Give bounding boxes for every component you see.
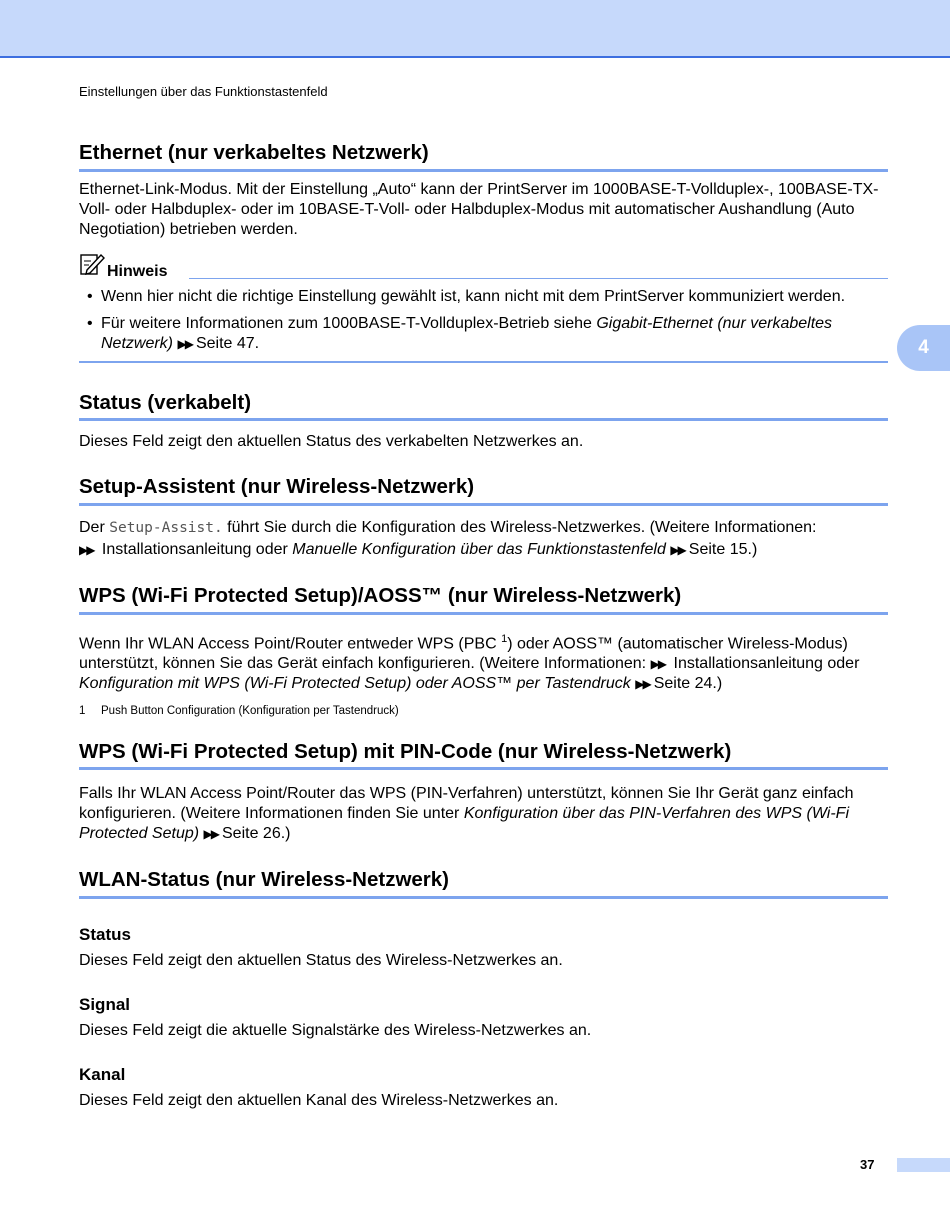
note-title: Hinweis [107, 262, 168, 280]
wps-install-ref: Installationsanleitung oder [673, 654, 860, 672]
setup-text: führt Sie durch die Konfiguration des Wireless-Netzwerkes. (Weitere Informationen: [222, 518, 817, 536]
wlan-status-body: Dieses Feld zeigt den aktuellen Status des Wireless-Netzwerkes an. [79, 952, 563, 970]
wps-text: Wenn Ihr WLAN Access Point/Router entweder WPS (PBC [79, 634, 502, 652]
double-arrow-icon: ▶▶ [177, 336, 192, 351]
chapter-tab: 4 [897, 325, 950, 371]
double-arrow-icon: ▶▶ [79, 542, 94, 557]
status-wired-body: Dieses Feld zeigt den aktuellen Status des verkabelten Netzwerkes an. [79, 433, 584, 451]
setup-link[interactable]: Manuelle Konfiguration über das Funktionstastenfeld [292, 540, 666, 558]
wps-pin-body [79, 784, 888, 844]
section-title-wlan-status: WLAN-Status (nur Wireless-Netzwerk) [79, 867, 888, 899]
note-item-link[interactable]: Gigabit-Ethernet (nur verkabeltes Netzwerk) [101, 314, 833, 352]
ethernet-body: Ethernet-Link-Modus. Mit der Einstellung „Auto“ kann der PrintServer im 1000BASE-T-Vollduplex-, 100BASE-TX-Voll- oder Halbduplex- oder im 10BASE-T-Voll- oder Halbduplex-Modus mit automatischer Aushandlung (Auto Negotiation) betrieben werden. [79, 180, 879, 238]
section-title-ethernet: Ethernet (nur verkabeltes Netzwerk) [79, 140, 888, 172]
double-arrow-icon: ▶▶ [650, 656, 666, 671]
note-item-text: Für weitere Informationen zum 1000BASE-T-Vollduplex-Betrieb siehe [101, 314, 597, 332]
note-pencil-icon [79, 252, 105, 281]
section-ethernet [79, 140, 888, 363]
footnote-ref: 1 [501, 632, 508, 645]
subsection-title-channel: Kanal [79, 1065, 126, 1085]
note-end-rule [79, 361, 888, 363]
section-wps [79, 583, 888, 717]
footnote-text: Push Button Configuration (Konfiguration per Tastendruck) [101, 704, 399, 717]
note-item-page-ref: Seite 47. [195, 334, 260, 352]
section-title-status-wired: Status (verkabelt) [79, 390, 888, 422]
wps-link[interactable]: Konfiguration mit WPS (Wi-Fi Protected Setup) oder AOSS™ per Tastendruck [79, 674, 631, 692]
section-wps-pin [79, 739, 888, 845]
section-status-wired [79, 390, 888, 453]
setup-text: Der [79, 518, 110, 536]
note-item [79, 314, 888, 354]
section-title-wps: WPS (Wi-Fi Protected Setup)/AOSS™ (nur Wireless-Netzwerk) [79, 583, 888, 615]
note-divider [189, 278, 888, 279]
subsection-title-status: Status [79, 925, 131, 945]
note-header [79, 252, 888, 281]
page-number: 37 [860, 1157, 875, 1172]
note-item: • Wenn hier nicht die richtige Einstellung gewählt ist, kann nicht mit dem PrintServer kommuniziert werden. [79, 287, 888, 307]
setup-assist-menu-label: Setup-Assist. [109, 519, 223, 536]
wlan-channel-body: Dieses Feld zeigt den aktuellen Kanal des Wireless-Netzwerkes an. [79, 1092, 559, 1110]
wps-pin-text: Falls Ihr WLAN Access Point/Router das WPS (PIN-Verfahren) unterstützt, können Sie Ihr Gerät ganz einfach konfigurieren. (Weitere Informationen finden Sie unter [79, 785, 854, 823]
double-arrow-icon: ▶▶ [203, 827, 218, 842]
section-setup [79, 474, 888, 561]
wps-page-ref: Seite 24.) [653, 674, 723, 692]
page-number-bar [897, 1158, 950, 1172]
subsection-title-signal: Signal [79, 995, 131, 1015]
running-header: Einstellungen über das Funktionstastenfeld [79, 84, 328, 99]
double-arrow-icon: ▶▶ [670, 542, 685, 557]
setup-page-ref: Seite 15.) [688, 540, 758, 558]
setup-install-ref: Installationsanleitung oder [101, 540, 293, 558]
footnote [79, 705, 888, 717]
setup-body [79, 517, 888, 561]
double-arrow-icon: ▶▶ [635, 676, 650, 691]
page-content [79, 140, 888, 1111]
wlan-signal-body: Dieses Feld zeigt die aktuelle Signalstärke des Wireless-Netzwerkes an. [79, 1022, 592, 1040]
wps-body [79, 629, 888, 694]
section-title-wps-pin: WPS (Wi-Fi Protected Setup) mit PIN-Code (nur Wireless-Netzwerk) [79, 739, 888, 771]
footnote-number: 1 [79, 704, 86, 717]
section-title-setup: Setup-Assistent (nur Wireless-Netzwerk) [79, 474, 888, 506]
wps-pin-page-ref: Seite 26.) [222, 825, 291, 843]
wps-text: ) oder AOSS™ (automatischer Wireless-Modus) unterstützt, können Sie das Gerät einfach konfigurieren. (Weitere Informationen: [79, 634, 848, 672]
wps-pin-link[interactable]: Konfiguration über das PIN-Verfahren des WPS (Wi-Fi Protected Setup) [79, 805, 850, 843]
note-list [79, 287, 888, 354]
top-band [0, 0, 950, 58]
section-wlan-status [79, 867, 888, 1111]
